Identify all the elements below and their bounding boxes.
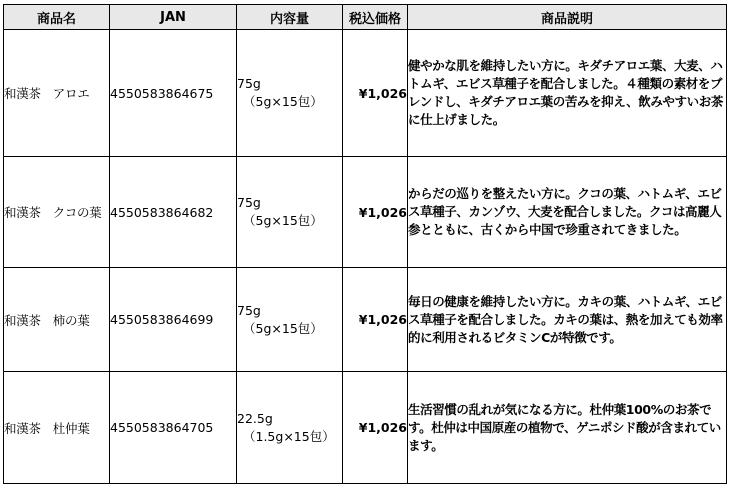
product-name: 和漢茶 柿の葉 [4,268,110,372]
jan-code: 4550583864699 [110,268,237,372]
header-name: 商品名 [4,5,110,30]
product-description: 健やかな肌を維持したい方に。キダチアロエ葉、大麦、ハトムギ、エビス草種子を配合しました。４種類の素材をブレンドし、キダチアロエ葉の苦みを抑え、飲みやすいお茶に仕上げました。 [408,30,727,157]
table-row [4,157,727,268]
jan-code: 4550583864705 [110,372,237,484]
header-description: 商品説明 [408,5,727,30]
content-sub: （5g×15包） [243,320,323,336]
header-content: 内容量 [237,5,343,30]
table-row [4,30,727,157]
product-description: 生活習慣の乱れが気になる方に。杜仲葉100%のお茶です。杜仲は中国原産の植物で、ゲニポシド酸が含まれています。 [408,372,727,484]
product-description: 毎日の健康を維持したい方に。カキの葉、ハトムギ、エビス草種子を配合しました。カキの葉は、熱を加えても効率的に利用されるビタミンCが特徴です。 [408,268,727,372]
table-row [4,372,727,484]
content-amount [237,30,343,157]
product-name: 和漢茶 クコの葉 [4,157,110,268]
content-amount [237,268,343,372]
content-amount [237,372,343,484]
content-main: 75g [237,76,261,91]
product-name: 和漢茶 杜仲葉 [4,372,110,484]
table-row [4,268,727,372]
price: ¥1,026 [343,157,408,268]
price: ¥1,026 [343,372,408,484]
content-amount [237,157,343,268]
price: ¥1,026 [343,30,408,157]
header-jan: JAN [110,5,237,30]
product-name: 和漢茶 アロエ [4,30,110,157]
content-main: 22.5g [237,410,273,426]
content-sub: （1.5g×15包） [243,428,335,444]
jan-code: 4550583864675 [110,30,237,157]
content-main: 75g [237,302,261,318]
product-table [3,4,727,484]
header-price: 税込価格 [343,5,408,30]
content-sub: （5g×15包） [243,94,323,109]
header-row [4,5,727,30]
content-main: 75g [237,195,261,210]
product-description: からだの巡りを整えたい方に。クコの葉、ハトムギ、エビス草種子、カンゾウ、大麦を配合しました。クコは高麗人参とともに、古くから中国で珍重されてきました。 [408,157,727,268]
price: ¥1,026 [343,268,408,372]
content-sub: （5g×15包） [243,213,323,228]
jan-code: 4550583864682 [110,157,237,268]
